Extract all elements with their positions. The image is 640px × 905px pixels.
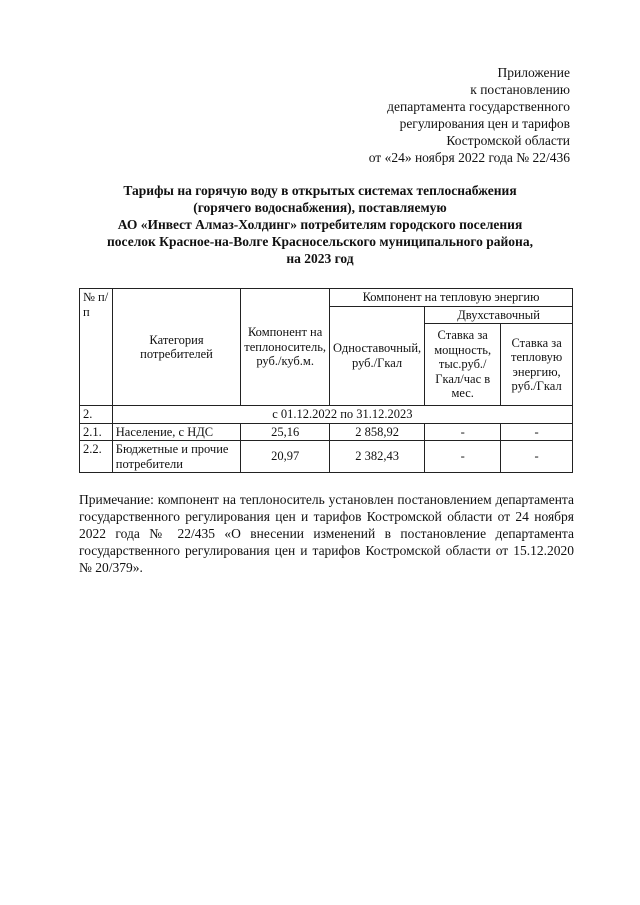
header-two-rate-group: Двухставочный (425, 306, 573, 324)
row-carrier: 20,97 (241, 441, 330, 473)
appendix-line: Приложение (497, 65, 570, 80)
period-num: 2. (80, 406, 113, 424)
row-energy: - (501, 441, 573, 473)
row-category: Бюджетные и прочие потребители (112, 441, 241, 473)
row-capacity: - (425, 441, 501, 473)
appendix-line: департамента государственного (387, 99, 570, 114)
row-capacity: - (425, 423, 501, 441)
header-energy-rate: Ставка за тепловую энергию, руб./Гкал (501, 324, 573, 406)
title-line: (горячего водоснабжения), поставляемую (193, 200, 447, 215)
row-category: Население, с НДС (112, 423, 241, 441)
header-num: № п/п (80, 289, 113, 406)
header-capacity-rate: Ставка за мощность, тыс.руб./ Гкал/час в мес. (425, 324, 501, 406)
header-single-rate: Одноставочный, руб./Гкал (330, 306, 425, 406)
row-single: 2 382,43 (330, 441, 425, 473)
appendix-line: от «24» ноября 2022 года № 22/436 (368, 150, 570, 165)
row-energy: - (501, 423, 573, 441)
row-num: 2.2. (80, 441, 113, 473)
row-carrier: 25,16 (241, 423, 330, 441)
title-line: поселок Красное-на-Волге Красносельского муниципального района, (107, 234, 533, 249)
document-title (60, 182, 580, 267)
appendix-header (369, 64, 570, 166)
tariff-table (79, 288, 573, 473)
header-carrier: Компонент на теплоноситель, руб./куб.м. (241, 289, 330, 406)
row-single: 2 858,92 (330, 423, 425, 441)
table-row (80, 423, 573, 441)
header-category: Категория потребителей (112, 289, 241, 406)
title-line: на 2023 год (286, 251, 354, 266)
appendix-line: к постановлению (470, 82, 570, 97)
table-row (80, 441, 573, 473)
appendix-line: регулирования цен и тарифов (399, 116, 570, 131)
appendix-line: Костромской области (446, 133, 570, 148)
note-paragraph: Примечание: компонент на теплоноситель установлен постановлением департамента государственного регулирования цен и тарифов Костромской области от 24 ноября 2022 года № 22/435 «О внесении изменений в постановление департамента государственного регулирования цен и тарифов Костромской области от 15.12.2020 № 20/379». (79, 492, 574, 575)
header-energy-group: Компонент на тепловую энергию (330, 289, 573, 307)
title-line: АО «Инвест Алмаз-Холдинг» потребителям городского поселения (117, 217, 523, 232)
period-range: с 01.12.2022 по 31.12.2023 (112, 406, 572, 424)
row-num: 2.1. (80, 423, 113, 441)
title-line: Тарифы на горячую воду в открытых системах теплоснабжения (123, 183, 517, 198)
